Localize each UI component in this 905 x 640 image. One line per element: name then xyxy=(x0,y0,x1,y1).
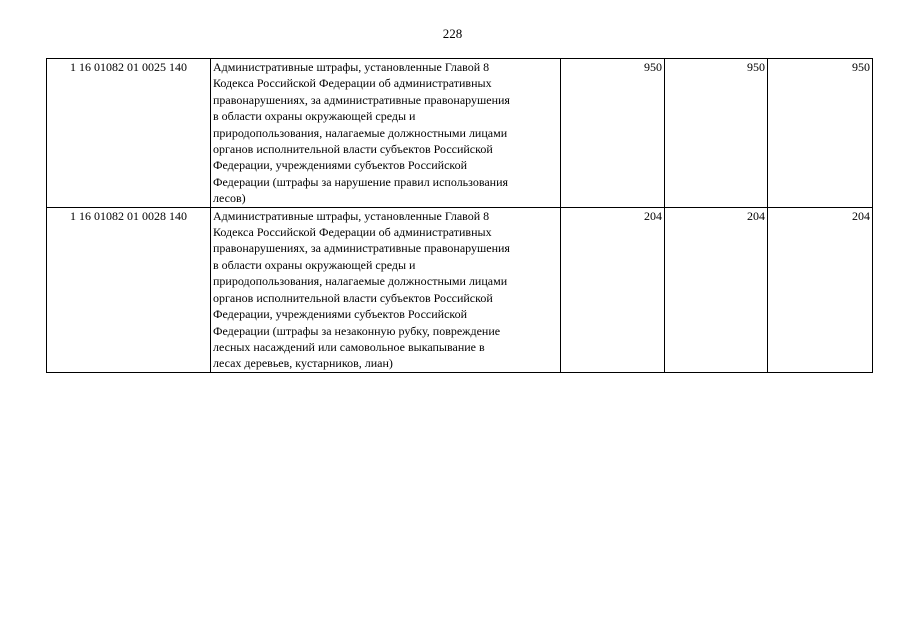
table-row xyxy=(47,207,873,372)
description-line: в области охраны окружающей среды и xyxy=(213,109,416,124)
amount-cell-year-3: 950 xyxy=(768,59,873,208)
amount-cell-year-1: 204 xyxy=(561,207,665,372)
description-line: Кодекса Российской Федерации об административных xyxy=(213,76,492,91)
description-line: органов исполнительной власти субъектов Российской xyxy=(213,142,493,157)
description-line: правонарушениях, за административные правонарушения xyxy=(213,92,510,107)
description-line: Федерации, учреждениями субъектов Российской xyxy=(213,307,468,322)
amount-cell-year-1: 950 xyxy=(561,59,665,208)
amount-cell-year-2: 950 xyxy=(665,59,768,208)
amount-cell-year-3: 204 xyxy=(768,207,873,372)
revenue-code-cell: 1 16 01082 01 0028 140 xyxy=(47,207,211,372)
revenue-code-cell: 1 16 01082 01 0025 140 xyxy=(47,59,211,208)
description-line: природопользования, налагаемые должностными лицами xyxy=(213,274,508,289)
description-line: правонарушениях, за административные правонарушения xyxy=(213,241,510,256)
description-line: Федерации, учреждениями субъектов Российской xyxy=(213,158,468,173)
description-line: лесных насаждений или самовольное выкапывание в xyxy=(213,339,485,354)
amount-cell-year-2: 204 xyxy=(665,207,768,372)
description-line: лесов) xyxy=(213,191,246,206)
description-cell xyxy=(211,207,561,372)
description-cell xyxy=(211,59,561,208)
description-line: Административные штрафы, установленные Главой 8 xyxy=(213,208,490,223)
description-line: органов исполнительной власти субъектов Российской xyxy=(213,290,493,305)
description-line: Федерации (штрафы за нарушение правил использования xyxy=(213,174,509,189)
description-line: Кодекса Российской Федерации об административных xyxy=(213,225,492,240)
table-row xyxy=(47,59,873,208)
description-line: лесах деревьев, кустарников, лиан) xyxy=(213,356,393,371)
budget-revenue-table xyxy=(46,58,873,373)
description-line: Административные штрафы, установленные Главой 8 xyxy=(213,60,490,74)
description-line: в области охраны окружающей среды и xyxy=(213,257,416,272)
page-number: 228 xyxy=(442,26,463,41)
description-line: природопользования, налагаемые должностными лицами xyxy=(213,125,508,140)
description-line: Федерации (штрафы за незаконную рубку, повреждение xyxy=(213,323,501,338)
